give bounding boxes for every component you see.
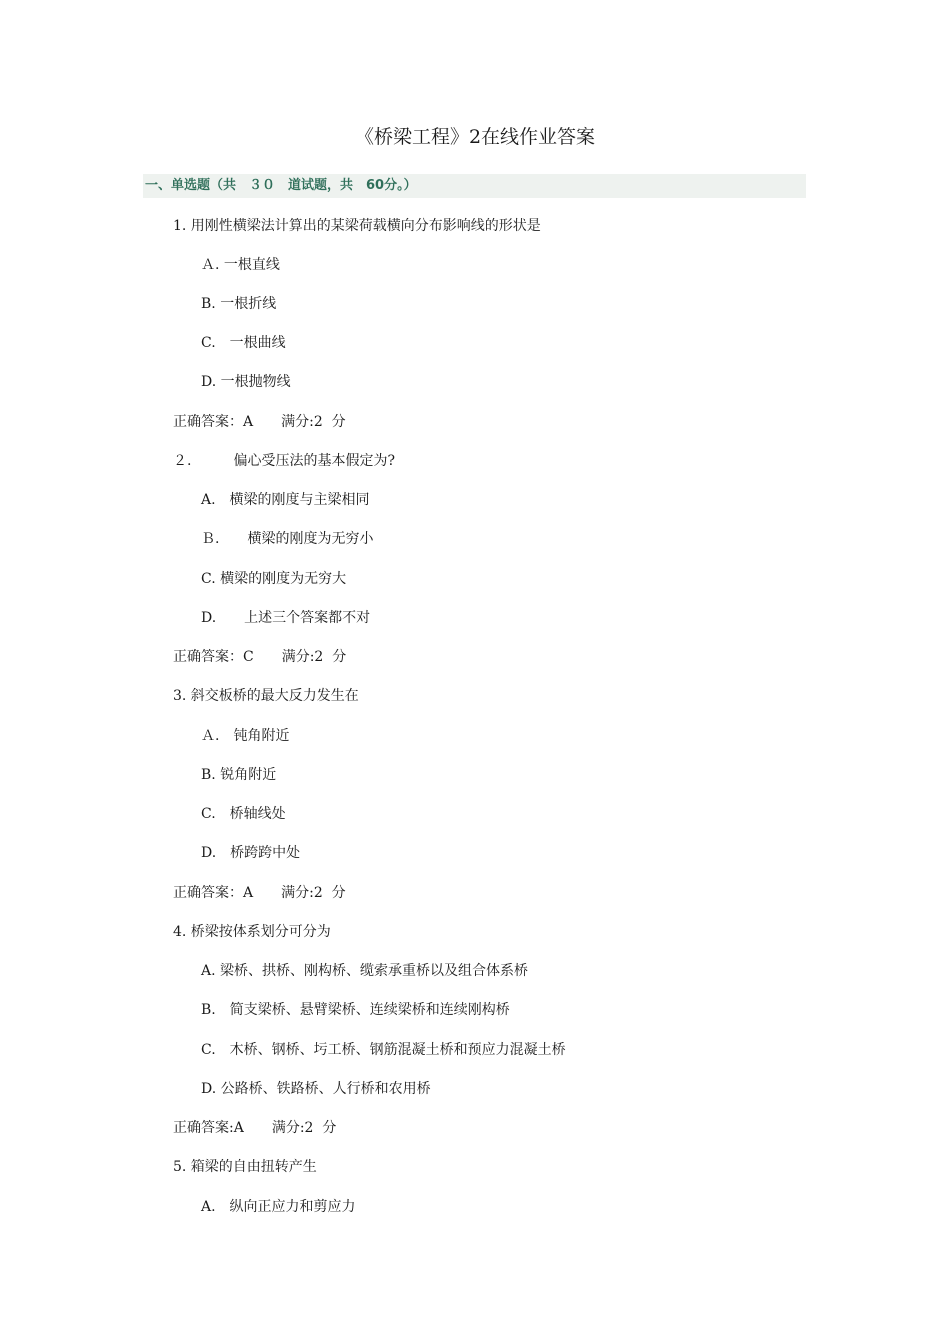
q1-option-c: C. 一根曲线 (201, 335, 286, 351)
q2-option-c: C. 横梁的刚度为无穷大 (201, 571, 347, 587)
q1-option-b: B. 一根折线 (201, 296, 277, 312)
q2-option-d: D. 上述三个答案都不对 (201, 610, 371, 626)
q2-option-b: Ｂ. 横梁的刚度为无穷小 (201, 531, 374, 547)
q2-option-a: A. 横梁的刚度与主梁相同 (201, 492, 370, 508)
q3-option-b: B. 锐角附近 (201, 767, 277, 783)
question-1: 1. 用刚性横梁法计算出的某梁荷载横向分布影响线的形状是 (173, 218, 541, 234)
q2-answer: 正确答案：C 满分:2 分 (173, 649, 347, 665)
q3-answer: 正确答案：A 满分:2 分 (173, 885, 346, 901)
question-4: 4. 桥梁按体系划分可分为 (173, 924, 331, 940)
q4-option-a: A. 梁桥、拱桥、刚构桥、缆索承重桥以及组合体系桥 (201, 963, 529, 979)
question-2: ２. 偏心受压法的基本假定为? (173, 453, 395, 469)
q3-option-c: C. 桥轴线处 (201, 806, 286, 822)
q1-answer: 正确答案：A 满分:2 分 (173, 414, 346, 430)
question-3: 3. 斜交板桥的最大反力发生在 (173, 688, 359, 704)
q4-option-c: C. 木桥、钢桥、圬工桥、钢筋混凝土桥和预应力混凝土桥 (201, 1042, 566, 1058)
question-5: 5. 箱梁的自由扭转产生 (173, 1159, 317, 1175)
document-title: 《桥梁工程》2在线作业答案 (354, 126, 596, 148)
q3-option-d: D. 桥跨跨中处 (201, 845, 301, 861)
q4-answer: 正确答案:A 满分:2 分 (173, 1120, 337, 1136)
q1-option-a: Ａ. 一根直线 (201, 257, 280, 273)
q5-option-a: A. 纵向正应力和剪应力 (201, 1199, 356, 1215)
q3-option-a: Ａ. 钝角附近 (201, 728, 290, 744)
q1-option-d: D. 一根抛物线 (201, 374, 291, 390)
section-header: 一、单选题（共 ３０ 道试题，共 60分。） (143, 174, 806, 198)
q4-option-d: D. 公路桥、铁路桥、人行桥和农用桥 (201, 1081, 431, 1097)
q4-option-b: B. 简支梁桥、悬臂梁桥、连续梁桥和连续刚构桥 (201, 1002, 510, 1018)
